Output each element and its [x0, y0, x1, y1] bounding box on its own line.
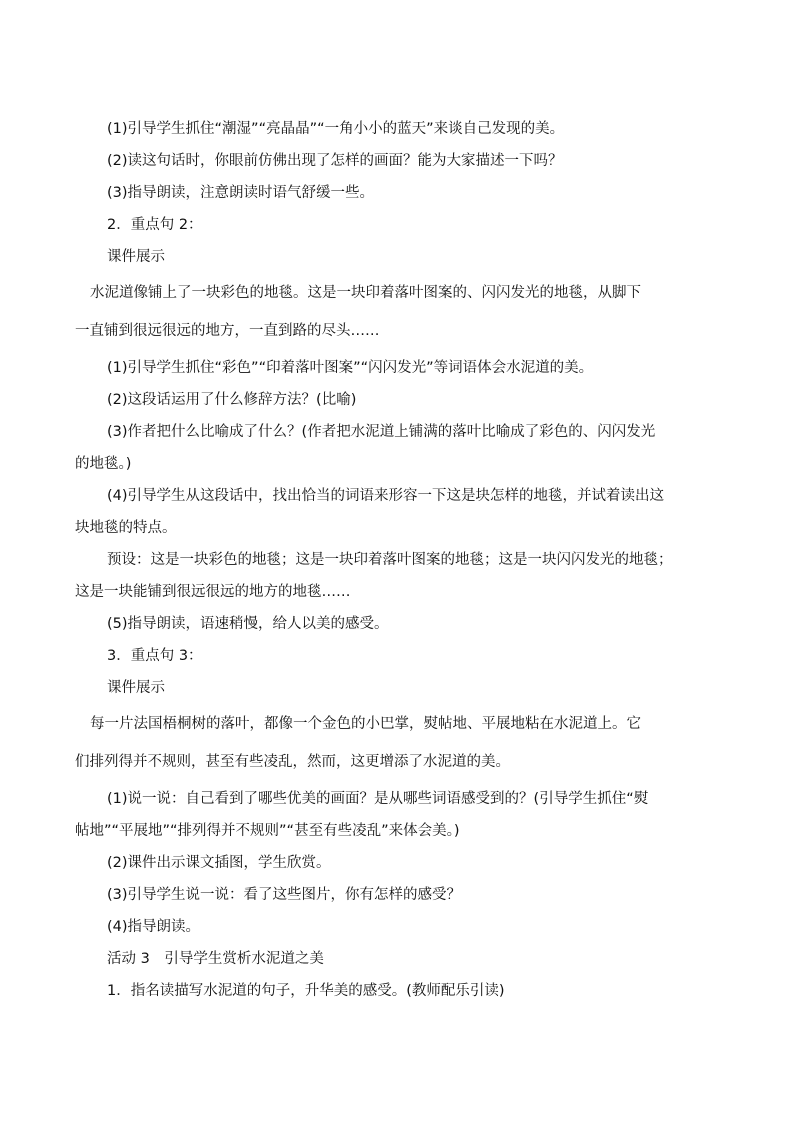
quoted-passage: 每一片法国梧桐树的落叶，都像一个金色的小巴掌，熨帖地、平展地粘在水泥道上。它	[90, 716, 641, 732]
text-line: (4)引导学生从这段话中，找出恰当的词语来形容一下这是块怎样的地毯，并试着读出这	[107, 488, 665, 504]
text-line: (5)指导朗读，语速稍慢，给人以美的感受。	[107, 616, 389, 632]
text-line: 1．指名读描写水泥道的句子，升华美的感受。(教师配乐引读)	[107, 983, 505, 999]
text-line: (1)引导学生抓住“潮湿”“亮晶晶”“一角小小的蓝天”来谈自己发现的美。	[107, 121, 565, 137]
text-line: 的地毯。)	[75, 456, 132, 472]
section-heading: 3．重点句 3：	[107, 648, 203, 664]
text-line: (3)引导学生说一说：看了这些图片，你有怎样的感受？	[107, 887, 462, 903]
activity-heading: 活动 3 引导学生赏析水泥道之美	[107, 951, 324, 967]
text-line: (1)说一说：自己看到了哪些优美的画面？是从哪些词语感受到的？(引导学生抓住“熨	[107, 791, 649, 807]
courseware-label: 课件展示	[107, 680, 165, 696]
text-line: (2)读这句话时，你眼前仿佛出现了怎样的画面？能为大家描述一下吗？	[107, 153, 563, 169]
text-line: 块地毯的特点。	[75, 520, 177, 536]
text-line: 这是一块能铺到很远很远的地方的地毯……	[75, 584, 351, 600]
quoted-passage: 一直铺到很远很远的地方，一直到路的尽头……	[75, 323, 380, 339]
text-line: (2)这段话运用了什么修辞方法？(比喻)	[107, 392, 357, 408]
quoted-passage: 们排列得并不规则，甚至有些凌乱，然而，这更增添了水泥道的美。	[75, 754, 510, 770]
text-line: (4)指导朗读。	[107, 919, 201, 935]
text-line: (1)引导学生抓住“彩色”“印着落叶图案”“闪闪发光”等词语体会水泥道的美。	[107, 360, 594, 376]
text-line: 预设：这是一块彩色的地毯；这是一块印着落叶图案的地毯；这是一块闪闪发光的地毯；	[107, 552, 673, 568]
quoted-passage: 水泥道像铺上了一块彩色的地毯。这是一块印着落叶图案的、闪闪发光的地毯，从脚下	[90, 285, 641, 301]
section-heading: 2．重点句 2：	[107, 217, 203, 233]
courseware-label: 课件展示	[107, 249, 165, 265]
text-line: (3)指导朗读，注意朗读时语气舒缓一些。	[107, 185, 375, 201]
text-line: 帖地”“平展地”“排列得并不规则”“甚至有些凌乱”来体会美。)	[75, 823, 460, 839]
text-line: (2)课件出示课文插图，学生欣赏。	[107, 855, 331, 871]
text-line: (3)作者把什么比喻成了什么？(作者把水泥道上铺满的落叶比喻成了彩色的、闪闪发光	[107, 424, 656, 440]
